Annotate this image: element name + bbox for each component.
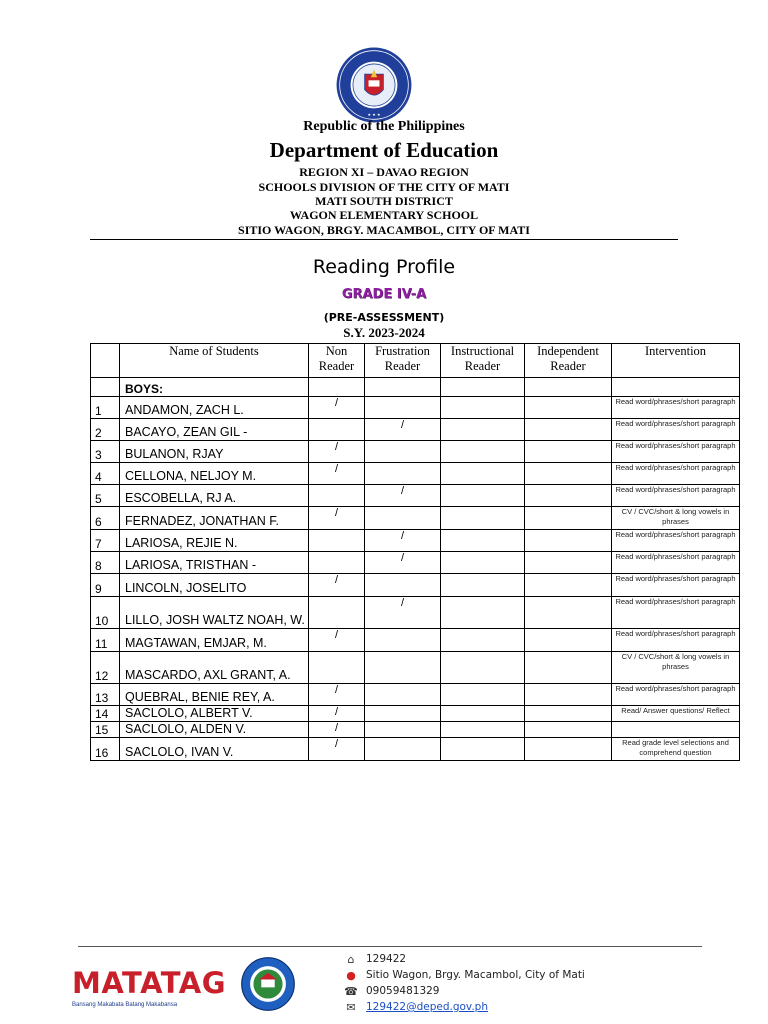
level-frustration-cell: / xyxy=(365,597,441,629)
level-frustration-cell xyxy=(365,574,441,597)
table-row xyxy=(91,597,740,629)
student-number: 10 xyxy=(91,597,120,629)
contact-block xyxy=(343,951,585,1015)
student-number: 9 xyxy=(91,574,120,597)
table-row xyxy=(91,419,740,441)
header-rule xyxy=(90,239,678,240)
location-pin-icon: ● xyxy=(346,968,356,982)
column-header: Instructional Reader xyxy=(441,344,525,378)
student-name: LINCOLN, JOSELITO xyxy=(120,574,309,597)
level-frustration-cell xyxy=(365,652,441,684)
level-non-cell: / xyxy=(309,706,365,722)
student-name: FERNADEZ, JONATHAN F. xyxy=(120,507,309,530)
level-non-cell: / xyxy=(309,684,365,706)
student-name: SACLOLO, ALDEN V. xyxy=(120,722,309,738)
intervention-cell: Read word/phrases/short paragraph xyxy=(612,530,740,552)
page-title: Reading Profile xyxy=(312,256,456,278)
table-row xyxy=(91,485,740,507)
student-name: QUEBRAL, BENIE REY, A. xyxy=(120,684,309,706)
region-line: REGION XI – DAVAO REGION xyxy=(299,165,469,179)
intervention-cell: Read word/phrases/short paragraph xyxy=(612,684,740,706)
table-row xyxy=(91,552,740,574)
student-name: LARIOSA, TRISTHAN - xyxy=(120,552,309,574)
level-independent-cell xyxy=(525,463,612,485)
level-instructional-cell xyxy=(441,684,525,706)
level-independent-cell xyxy=(525,738,612,761)
level-instructional-cell xyxy=(441,722,525,738)
table-row xyxy=(91,441,740,463)
level-independent-cell xyxy=(525,722,612,738)
level-independent-cell xyxy=(525,597,612,629)
level-frustration-cell xyxy=(365,507,441,530)
table-row xyxy=(91,530,740,552)
student-name: SACLOLO, ALBERT V. xyxy=(120,706,309,722)
intervention-cell: Read/ Answer questions/ Reflect xyxy=(612,706,740,722)
level-instructional-cell xyxy=(441,485,525,507)
level-instructional-cell xyxy=(441,574,525,597)
column-header: Name of Students xyxy=(120,344,309,378)
level-non-cell: / xyxy=(309,397,365,419)
school-id: 129422 xyxy=(366,953,407,965)
level-frustration-cell: / xyxy=(365,552,441,574)
level-independent-cell xyxy=(525,507,612,530)
student-number: 6 xyxy=(91,507,120,530)
level-frustration-cell xyxy=(365,738,441,761)
deped-seal-icon xyxy=(335,46,413,124)
level-independent-cell xyxy=(525,574,612,597)
svg-text:★ ★ ★: ★ ★ ★ xyxy=(367,112,381,118)
level-frustration-cell xyxy=(365,397,441,419)
student-number: 12 xyxy=(91,652,120,684)
department-title: Department of Education xyxy=(269,138,499,162)
intervention-cell: Read word/phrases/short paragraph xyxy=(612,463,740,485)
level-frustration-cell: / xyxy=(365,485,441,507)
reading-profile-table xyxy=(90,343,740,761)
table-row xyxy=(91,507,740,530)
brand-name: MATATAG xyxy=(72,966,227,1000)
table-header-row xyxy=(91,344,740,378)
level-frustration-cell: / xyxy=(365,530,441,552)
level-non-cell: / xyxy=(309,463,365,485)
student-number: 7 xyxy=(91,530,120,552)
table-row xyxy=(91,722,740,738)
phone-icon: ☎ xyxy=(344,984,358,998)
student-number: 13 xyxy=(91,684,120,706)
matatag-logo xyxy=(72,966,226,1008)
level-instructional-cell xyxy=(441,530,525,552)
student-number: 11 xyxy=(91,629,120,652)
intervention-cell: Read word/phrases/short paragraph xyxy=(612,441,740,463)
level-non-cell xyxy=(309,552,365,574)
table-row xyxy=(91,629,740,652)
level-non-cell xyxy=(309,419,365,441)
level-instructional-cell xyxy=(441,441,525,463)
level-independent-cell xyxy=(525,397,612,419)
intervention-cell: Read word/phrases/short paragraph xyxy=(612,597,740,629)
level-independent-cell xyxy=(525,530,612,552)
column-header: Frustration Reader xyxy=(365,344,441,378)
level-non-cell xyxy=(309,652,365,684)
address-line: SITIO WAGON, BRGY. MACAMBOL, CITY OF MATI xyxy=(238,223,530,237)
school-year: S.Y. 2023-2024 xyxy=(343,325,425,340)
level-instructional-cell xyxy=(441,397,525,419)
student-name: ESCOBELLA, RJ A. xyxy=(120,485,309,507)
level-non-cell: / xyxy=(309,629,365,652)
intervention-cell xyxy=(612,722,740,738)
level-non-cell xyxy=(309,485,365,507)
student-name: MAGTAWAN, EMJAR, M. xyxy=(120,629,309,652)
level-instructional-cell xyxy=(441,652,525,684)
intervention-cell: Read word/phrases/short paragraph xyxy=(612,629,740,652)
table-row xyxy=(91,706,740,722)
student-number: 1 xyxy=(91,397,120,419)
assessment-label: (PRE-ASSESSMENT) xyxy=(323,311,445,324)
brand-tagline: Bansang Makabata Batang Makabansa xyxy=(72,1002,178,1008)
grade-label: GRADE IV-A xyxy=(341,287,427,302)
level-frustration-cell xyxy=(365,706,441,722)
student-name: LILLO, JOSH WALTZ NOAH, W. xyxy=(120,597,309,629)
level-non-cell: / xyxy=(309,507,365,530)
student-name: BACAYO, ZEAN GIL - xyxy=(120,419,309,441)
table-row xyxy=(91,574,740,597)
contact-address: Sitio Wagon, Brgy. Macambol, City of Mati xyxy=(366,969,585,981)
level-frustration-cell xyxy=(365,629,441,652)
level-instructional-cell xyxy=(441,738,525,761)
table-row xyxy=(91,738,740,761)
contact-email-link[interactable]: 129422@deped.gov.ph xyxy=(366,1001,488,1013)
column-header: Intervention xyxy=(612,344,740,378)
level-independent-cell xyxy=(525,684,612,706)
table-row xyxy=(91,463,740,485)
footer-rule xyxy=(78,946,702,947)
school-logo-icon xyxy=(240,956,296,1012)
level-instructional-cell xyxy=(441,463,525,485)
level-non-cell: / xyxy=(309,574,365,597)
level-independent-cell xyxy=(525,552,612,574)
level-frustration-cell: / xyxy=(365,419,441,441)
section-row xyxy=(91,378,740,397)
student-name: SACLOLO, IVAN V. xyxy=(120,738,309,761)
table-row xyxy=(91,652,740,684)
student-name: BULANON, RJAY xyxy=(120,441,309,463)
student-number: 3 xyxy=(91,441,120,463)
student-number: 8 xyxy=(91,552,120,574)
table-row xyxy=(91,397,740,419)
column-header: Independent Reader xyxy=(525,344,612,378)
level-frustration-cell xyxy=(365,463,441,485)
level-instructional-cell xyxy=(441,629,525,652)
level-independent-cell xyxy=(525,441,612,463)
intervention-cell: Read word/phrases/short paragraph xyxy=(612,419,740,441)
level-instructional-cell xyxy=(441,419,525,441)
contact-phone: 09059481329 xyxy=(366,985,440,997)
level-independent-cell xyxy=(525,706,612,722)
level-non-cell: / xyxy=(309,441,365,463)
student-number: 14 xyxy=(91,706,120,722)
student-number: 2 xyxy=(91,419,120,441)
level-frustration-cell xyxy=(365,722,441,738)
district-line: MATI SOUTH DISTRICT xyxy=(315,194,453,208)
intervention-cell: Read grade level selections and comprehend question xyxy=(612,738,740,761)
level-frustration-cell xyxy=(365,684,441,706)
level-independent-cell xyxy=(525,419,612,441)
student-number: 16 xyxy=(91,738,120,761)
table-row xyxy=(91,684,740,706)
division-line: SCHOOLS DIVISION OF THE CITY OF MATI xyxy=(258,180,510,194)
level-independent-cell xyxy=(525,485,612,507)
republic-line: Republic of the Philippines xyxy=(303,119,465,134)
intervention-cell: Read word/phrases/short paragraph xyxy=(612,397,740,419)
intervention-cell: Read word/phrases/short paragraph xyxy=(612,574,740,597)
column-header: Non Reader xyxy=(309,344,365,378)
level-instructional-cell xyxy=(441,552,525,574)
level-non-cell: / xyxy=(309,738,365,761)
student-name: ANDAMON, ZACH L. xyxy=(120,397,309,419)
student-name: LARIOSA, REJIE N. xyxy=(120,530,309,552)
intervention-cell: Read word/phrases/short paragraph xyxy=(612,552,740,574)
level-non-cell xyxy=(309,597,365,629)
student-number: 4 xyxy=(91,463,120,485)
intervention-cell: CV / CVC/short & long vowels in phrases xyxy=(612,507,740,530)
school-building-icon: ⌂ xyxy=(347,952,355,966)
level-instructional-cell xyxy=(441,597,525,629)
level-frustration-cell xyxy=(365,441,441,463)
school-line: WAGON ELEMENTARY SCHOOL xyxy=(289,208,479,222)
intervention-cell: Read word/phrases/short paragraph xyxy=(612,485,740,507)
student-name: CELLONA, NELJOY M. xyxy=(120,463,309,485)
student-number: 15 xyxy=(91,722,120,738)
email-icon: ✉ xyxy=(346,1000,356,1014)
number-header xyxy=(91,344,120,378)
student-number: 5 xyxy=(91,485,120,507)
level-independent-cell xyxy=(525,652,612,684)
section-label: BOYS: xyxy=(120,378,309,397)
intervention-cell: CV / CVC/short & long vowels in phrases xyxy=(612,652,740,684)
level-instructional-cell xyxy=(441,706,525,722)
level-instructional-cell xyxy=(441,507,525,530)
level-non-cell: / xyxy=(309,722,365,738)
student-name: MASCARDO, AXL GRANT, A. xyxy=(120,652,309,684)
level-non-cell xyxy=(309,530,365,552)
level-independent-cell xyxy=(525,629,612,652)
